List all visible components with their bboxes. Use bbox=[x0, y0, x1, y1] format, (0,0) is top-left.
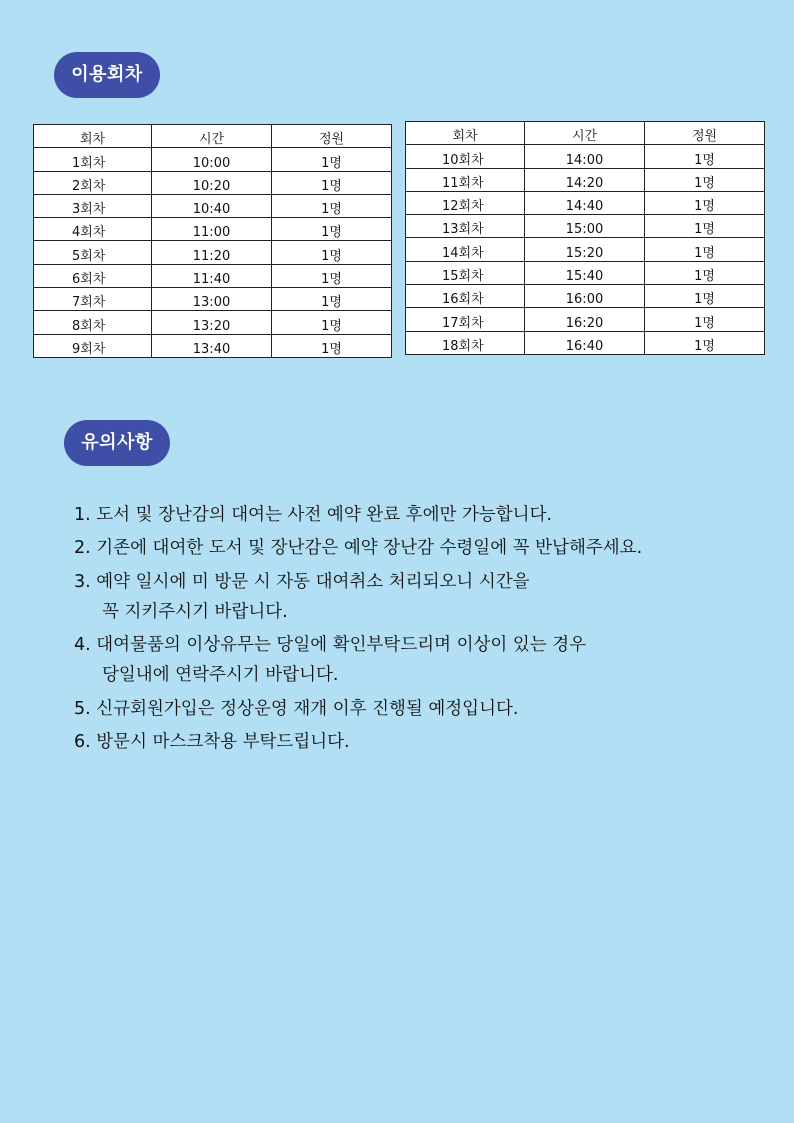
table-row bbox=[406, 331, 765, 354]
header-time: 시간 bbox=[152, 125, 272, 148]
header-session: 회차 bbox=[34, 125, 152, 148]
note-text: 6. 방문시 마스크착용 부탁드립니다. bbox=[74, 731, 350, 752]
capacity-cell: 1명 bbox=[272, 311, 392, 334]
header-capacity: 정원 bbox=[645, 122, 765, 145]
note-text-continued: 당일내에 연락주시기 바랍니다. bbox=[102, 665, 339, 686]
table-header-row bbox=[406, 122, 765, 145]
capacity-cell: 1명 bbox=[272, 288, 392, 311]
table-row bbox=[34, 171, 392, 194]
table-row bbox=[34, 148, 392, 171]
session-cell: 13회차 bbox=[406, 215, 525, 238]
capacity-cell: 1명 bbox=[272, 148, 392, 171]
note-text: 3. 예약 일시에 미 방문 시 자동 대여취소 처리되오니 시간을 bbox=[74, 571, 530, 592]
note-text: 1. 도서 및 장난감의 대여는 사전 예약 완료 후에만 가능합니다. bbox=[74, 505, 553, 525]
capacity-cell: 1명 bbox=[645, 331, 765, 354]
time-cell: 10:00 bbox=[152, 148, 272, 171]
time-cell: 16:20 bbox=[525, 308, 645, 331]
time-cell: 10:40 bbox=[152, 194, 272, 217]
table-header-row bbox=[34, 125, 392, 148]
time-cell: 13:00 bbox=[152, 288, 272, 311]
session-cell: 15회차 bbox=[406, 261, 525, 284]
session-cell: 16회차 bbox=[406, 285, 525, 308]
table-row bbox=[406, 168, 765, 191]
time-cell: 14:20 bbox=[525, 168, 645, 191]
time-cell: 14:40 bbox=[525, 191, 645, 214]
session-cell: 1회차 bbox=[34, 148, 152, 171]
section-title-notes: 유의사항 bbox=[64, 420, 170, 466]
capacity-cell: 1명 bbox=[645, 191, 765, 214]
session-cell: 10회차 bbox=[406, 145, 525, 168]
schedule-rows-left bbox=[34, 148, 392, 358]
note-text: 4. 대여물품의 이상유무는 당일에 확인부탁드리며 이상이 있는 경우 bbox=[74, 635, 587, 656]
note-item bbox=[74, 567, 784, 627]
session-cell: 2회차 bbox=[34, 171, 152, 194]
capacity-cell: 1명 bbox=[645, 215, 765, 238]
capacity-cell: 1명 bbox=[272, 264, 392, 287]
time-cell: 15:40 bbox=[525, 261, 645, 284]
header-time: 시간 bbox=[525, 122, 645, 145]
session-cell: 12회차 bbox=[406, 191, 525, 214]
table-row bbox=[34, 241, 392, 264]
table-row bbox=[406, 238, 765, 261]
note-item bbox=[74, 500, 784, 530]
capacity-cell: 1명 bbox=[645, 261, 765, 284]
table-row bbox=[406, 215, 765, 238]
capacity-cell: 1명 bbox=[645, 285, 765, 308]
header-session: 회차 bbox=[406, 122, 525, 145]
note-item bbox=[74, 727, 784, 757]
session-cell: 11회차 bbox=[406, 168, 525, 191]
time-cell: 11:40 bbox=[152, 264, 272, 287]
table-row bbox=[34, 194, 392, 217]
session-cell: 6회차 bbox=[34, 264, 152, 287]
table-row bbox=[406, 145, 765, 168]
capacity-cell: 1명 bbox=[272, 334, 392, 357]
session-cell: 17회차 bbox=[406, 308, 525, 331]
capacity-cell: 1명 bbox=[645, 308, 765, 331]
table-row bbox=[34, 218, 392, 241]
session-cell: 5회차 bbox=[34, 241, 152, 264]
table-row bbox=[34, 264, 392, 287]
capacity-cell: 1명 bbox=[272, 194, 392, 217]
note-text: 5. 신규회원가입은 정상운영 재개 이후 진행될 예정입니다. bbox=[74, 698, 519, 719]
note-text: 2. 기존에 대여한 도서 및 장난감은 예약 장난감 수령일에 꼭 반납해주세요. bbox=[74, 538, 643, 559]
session-cell: 9회차 bbox=[34, 334, 152, 357]
capacity-cell: 1명 bbox=[272, 241, 392, 264]
capacity-cell: 1명 bbox=[645, 168, 765, 191]
session-cell: 4회차 bbox=[34, 218, 152, 241]
table-row bbox=[406, 285, 765, 308]
time-cell: 11:20 bbox=[152, 241, 272, 264]
time-cell: 16:00 bbox=[525, 285, 645, 308]
time-cell: 16:40 bbox=[525, 331, 645, 354]
header-capacity: 정원 bbox=[272, 125, 392, 148]
capacity-cell: 1명 bbox=[272, 171, 392, 194]
session-cell: 14회차 bbox=[406, 238, 525, 261]
table-row bbox=[34, 334, 392, 357]
capacity-cell: 1명 bbox=[272, 218, 392, 241]
capacity-cell: 1명 bbox=[645, 238, 765, 261]
session-cell: 3회차 bbox=[34, 194, 152, 217]
session-cell: 8회차 bbox=[34, 311, 152, 334]
table-row bbox=[406, 261, 765, 284]
time-cell: 15:00 bbox=[525, 215, 645, 238]
note-text-continued: 꼭 지키주시기 바랍니다. bbox=[102, 601, 288, 622]
table-row bbox=[34, 311, 392, 334]
session-cell: 18회차 bbox=[406, 331, 525, 354]
note-item bbox=[74, 694, 784, 724]
time-cell: 11:00 bbox=[152, 218, 272, 241]
notes-list bbox=[74, 500, 784, 760]
schedule-rows-right bbox=[406, 145, 765, 355]
table-row bbox=[34, 288, 392, 311]
schedule-table-right bbox=[405, 121, 765, 355]
time-cell: 14:00 bbox=[525, 145, 645, 168]
table-row bbox=[406, 191, 765, 214]
time-cell: 13:20 bbox=[152, 311, 272, 334]
time-cell: 15:20 bbox=[525, 238, 645, 261]
time-cell: 13:40 bbox=[152, 334, 272, 357]
session-cell: 7회차 bbox=[34, 288, 152, 311]
schedule-table-left bbox=[33, 124, 392, 358]
note-item bbox=[74, 533, 784, 563]
section-title-usage: 이용회차 bbox=[54, 52, 160, 98]
table-row bbox=[406, 308, 765, 331]
capacity-cell: 1명 bbox=[645, 145, 765, 168]
time-cell: 10:20 bbox=[152, 171, 272, 194]
note-item bbox=[74, 630, 784, 690]
